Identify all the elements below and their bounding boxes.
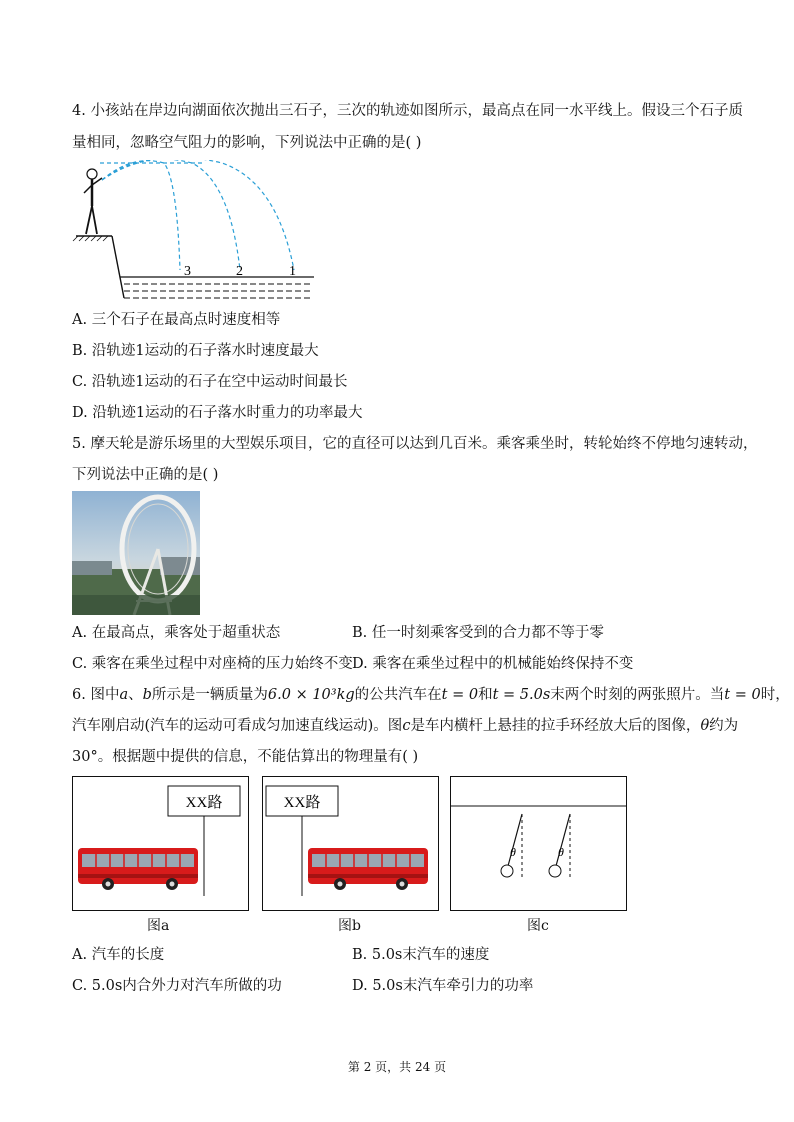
q6-var: b <box>142 687 152 703</box>
q6-text: 的公共汽车在 <box>354 687 442 703</box>
caption-figure-a: 图a <box>147 918 170 934</box>
q6-text: 约为 <box>709 718 739 734</box>
q6-time: t = 0 <box>441 687 479 703</box>
q6-option-d: D. 5.0s末汽车牵引力的功率 <box>352 978 534 994</box>
q5-option-b: B. 任一时刻乘客受到的合力都不等于零 <box>352 625 604 641</box>
trajectory-label-1: 1 <box>289 264 296 279</box>
q6-theta: θ <box>700 718 710 734</box>
q6-text: 6. 图中 <box>72 687 120 703</box>
theta-label: θ <box>558 845 564 859</box>
road-sign-text: XX路 <box>283 795 321 811</box>
q6-mass: 6.0 × 10³kg <box>267 687 355 703</box>
q4-option-c: C. 沿轨迹1运动的石子在空中运动时间最长 <box>72 374 348 390</box>
q6-var: c <box>402 718 411 734</box>
q6-text: 是车内横杆上悬挂的拉手环经放大后的图像， <box>410 718 701 734</box>
q6-text: 汽车刚启动(汽车的运动可看成匀加速直线运动)。图 <box>72 718 403 734</box>
q6-text: 末两个时刻的两张照片。当 <box>550 687 725 703</box>
page-footer: 第 2 页，共 24 页 <box>347 1060 447 1074</box>
q6-line-3: 30°。根据题中提供的信息，不能估算出的物理量有( ) <box>72 749 419 765</box>
q6-figure-a <box>72 776 250 912</box>
q6-text: 和 <box>478 687 493 703</box>
q6-time: t = 5.0s <box>492 687 551 703</box>
q5-option-d: D. 乘客在乘坐过程中的机械能始终保持不变 <box>352 656 634 672</box>
q4-option-b: B. 沿轨迹1运动的石子落水时速度最大 <box>72 343 319 359</box>
q6-line-2 <box>72 716 738 736</box>
q6-figure-b <box>262 776 440 912</box>
q6-text: 时， <box>760 687 790 703</box>
q5-line-2: 下列说法中正确的是( ) <box>72 467 219 483</box>
q6-option-a: A. 汽车的长度 <box>72 947 165 963</box>
bus-icon <box>308 848 428 890</box>
q4-line-2: 量相同，忽略空气阻力的影响，下列说法中正确的是( ) <box>72 135 422 151</box>
q6-figure-c <box>450 776 628 912</box>
trajectory-label-2: 2 <box>236 264 243 279</box>
q6-text: 、 <box>128 687 143 703</box>
theta-label: θ <box>510 845 516 859</box>
q4-line-1: 4. 小孩站在岸边向湖面依次抛出三石子，三次的轨迹如图所示，最高点在同一水平线上。假设三个石子质 <box>72 103 743 119</box>
q6-line-1 <box>72 685 790 705</box>
bus-icon <box>78 848 198 890</box>
caption-figure-c: 图c <box>527 918 549 934</box>
q4-option-a: A. 三个石子在最高点时速度相等 <box>72 312 281 328</box>
q6-option-c: C. 5.0s内合外力对汽车所做的功 <box>72 978 282 994</box>
q4-option-d: D. 沿轨迹1运动的石子落水时重力的功率最大 <box>72 405 363 421</box>
q5-line-1: 5. 摩天轮是游乐场里的大型娱乐项目，它的直径可以达到几百米。乘客乘坐时，转轮始终不停地匀速转动， <box>72 436 758 452</box>
trajectory-label-3: 3 <box>184 264 191 279</box>
q5-option-a: A. 在最高点，乘客处于超重状态 <box>72 625 281 641</box>
q6-text: 所示是一辆质量为 <box>151 687 268 703</box>
road-sign-text: XX路 <box>185 795 223 811</box>
q6-option-b: B. 5.0s末汽车的速度 <box>352 947 490 963</box>
q6-time: t = 0 <box>724 687 761 703</box>
caption-figure-b: 图b <box>338 918 361 934</box>
q5-option-c: C. 乘客在乘坐过程中对座椅的压力始终不变 <box>72 656 353 672</box>
q6-var: a <box>119 687 129 703</box>
q4-figure-throw-trajectories <box>72 160 322 302</box>
q5-ferris-wheel-photo <box>72 491 200 615</box>
